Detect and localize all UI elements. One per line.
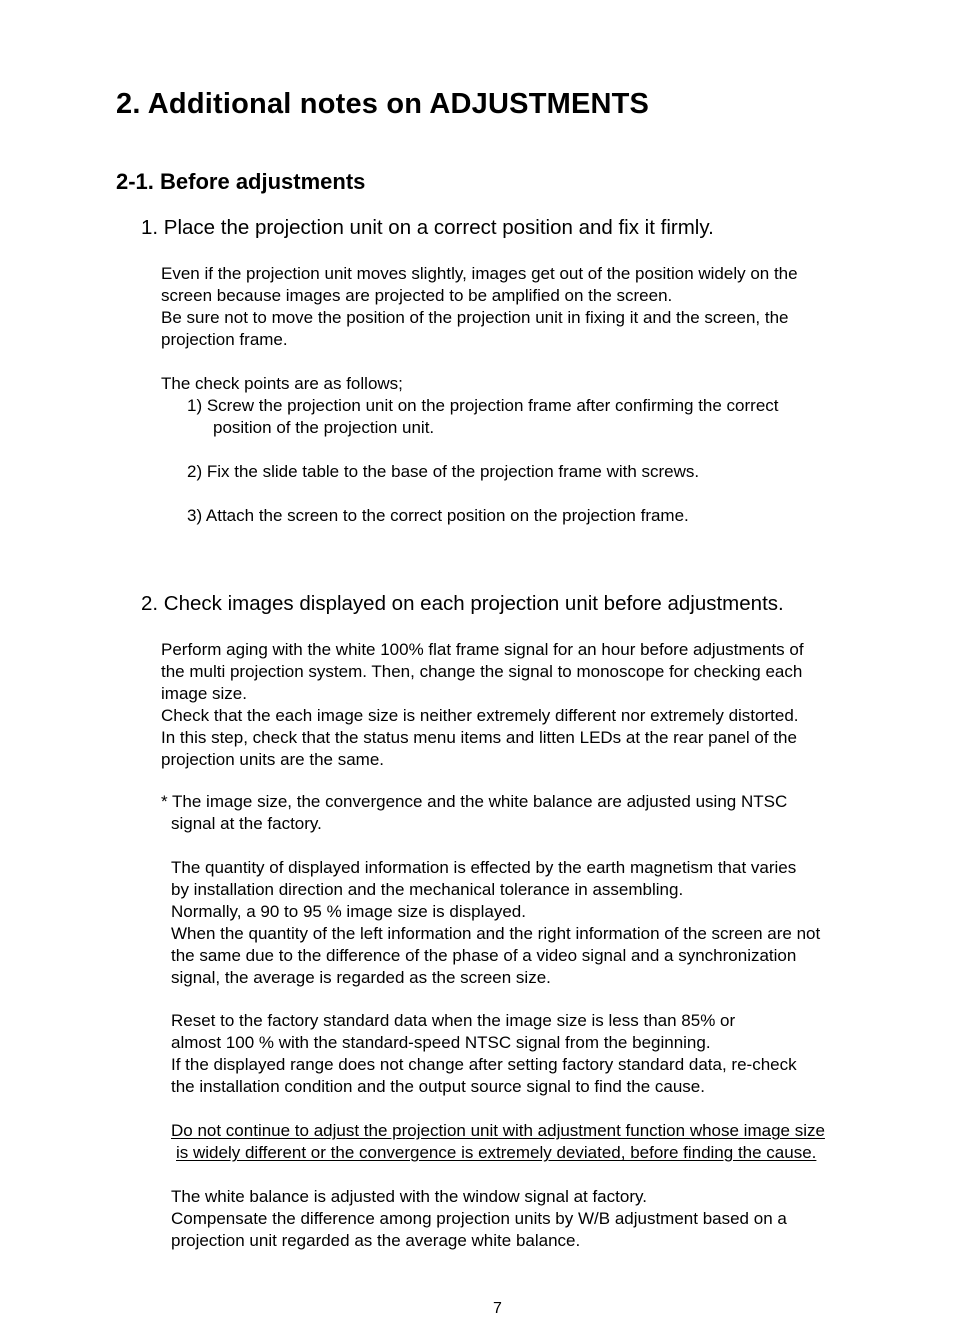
text-line: Be sure not to move the position of the projection unit in fixing it and the screen, the [161,308,789,327]
white-balance-note [171,1186,787,1252]
text-line: the installation condition and the output source signal to find the cause. [171,1077,705,1096]
step2-heading: 2. Check images displayed on each projection unit before adjustments. [141,592,784,615]
text-line: * The image size, the convergence and the white balance are adjusted using NTSC [161,792,788,811]
text-line: When the quantity of the left information and the right information of the screen are not [171,924,821,943]
text-line: signal at the factory. [171,814,322,833]
text-line: signal, the average is regarded as the screen size. [171,968,551,987]
text-line: Do not continue to adjust the projection unit with adjustment function whose image size [171,1121,825,1140]
text-line: Perform aging with the white 100% flat frame signal for an hour before adjustments of [161,640,804,659]
text-line: Check that the each image size is neither extremely different nor extremely distorted. [161,706,799,725]
check-item-3 [187,505,689,527]
text-line: the same due to the difference of the phase of a video signal and a synchronization [171,946,797,965]
text-line: The quantity of displayed information is effected by the earth magnetism that varies [171,858,797,877]
text-line: Reset to the factory standard data when the image size is less than 85% or [171,1011,736,1030]
check-item-1 [187,395,779,439]
factory-note [161,791,787,835]
text-line: 1) Screw the projection unit on the projection frame after confirming the correct [187,396,779,415]
text-line: Even if the projection unit moves slightly, images get out of the position widely on the [161,264,798,283]
warning-note [171,1120,825,1164]
text-line: the multi projection system. Then, change the signal to monoscope for checking each [161,662,803,681]
text-line: Normally, a 90 to 95 % image size is displayed. [171,902,526,921]
text-line: If the displayed range does not change after setting factory standard data, re-check [171,1055,797,1074]
text-line: position of the projection unit. [213,418,435,437]
text-line: 3) Attach the screen to the correct position on the projection frame. [187,506,689,525]
section-title: 2-1. Before adjustments [116,169,366,194]
text-line: screen because images are projected to be amplified on the screen. [161,286,673,305]
text-line: projection units are the same. [161,750,385,769]
text-line: 2) Fix the slide table to the base of the projection frame with screws. [187,462,700,481]
text-line: Compensate the difference among projection units by W/B adjustment based on a [171,1209,787,1228]
step1-intro-paragraph [161,263,798,351]
step1-heading: 1. Place the projection unit on a correct position and fix it firmly. [141,216,714,239]
step2-intro-paragraph [161,639,804,771]
text-line: In this step, check that the status menu items and litten LEDs at the rear panel of the [161,728,797,747]
text-line: image size. [161,684,247,703]
check-points-intro: The check points are as follows; [161,374,403,393]
reset-note [171,1010,797,1098]
text-line: projection unit regarded as the average white balance. [171,1231,581,1250]
text-line: almost 100 % with the standard-speed NTSC signal from the beginning. [171,1033,711,1052]
text-line: The white balance is adjusted with the window signal at factory. [171,1187,647,1206]
text-line: is widely different or the convergence is extremely deviated, before finding the cause. [176,1143,817,1162]
page-title: 2. Additional notes on ADJUSTMENTS [116,88,650,120]
text-line: by installation direction and the mechanical tolerance in assembling. [171,880,684,899]
quantity-note [171,857,820,989]
page-number: 7 [493,1300,502,1317]
check-item-2 [187,461,699,483]
text-line: projection frame. [161,330,288,349]
